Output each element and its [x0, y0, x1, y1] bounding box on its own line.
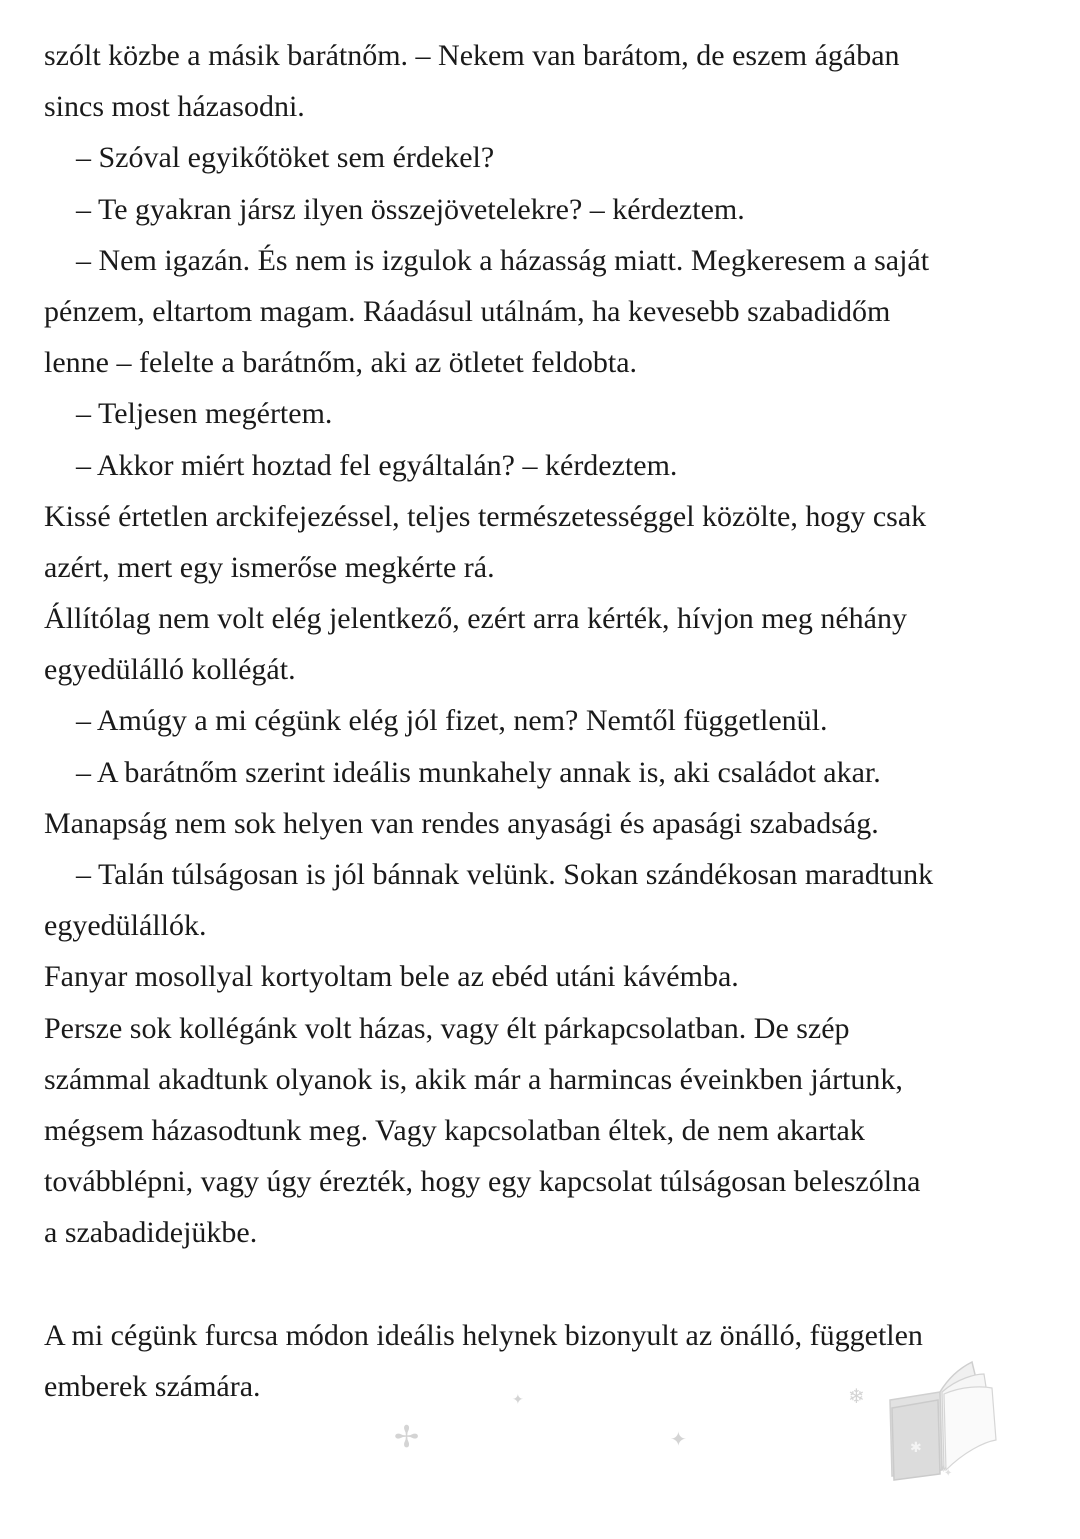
text-line: – Teljesen megértem. [76, 397, 333, 431]
text-line: mégsem házasodtunk meg. Vagy kapcsolatban éltek, de nem akartak [44, 1113, 865, 1147]
snowflake-icon: ❄ [848, 1384, 865, 1408]
text-line: lenne – felelte a barátnőm, aki az ötletet feldobta. [44, 346, 638, 380]
text-line: emberek számára. [44, 1369, 261, 1403]
text-line: – Te gyakran jársz ilyen összejövetelekre? – kérdeztem. [76, 192, 745, 226]
cross-star-icon: ✢ [394, 1420, 420, 1455]
text-line: – Nem igazán. És nem is izgulok a házasság miatt. Megkeresem a saját [76, 243, 930, 277]
text-line: egyedülálló kollégát. [44, 653, 296, 687]
svg-text:✱: ✱ [910, 1440, 922, 1456]
text-line: szólt közbe a másik barátnőm. – Nekem van barátom, de eszem ágában [44, 39, 900, 72]
text-line: Állítólag nem volt elég jelentkező, ezért arra kérték, hívjon meg néhány [44, 602, 907, 636]
svg-text:✦: ✦ [944, 1468, 953, 1479]
text-line: – Amúgy a mi cégünk elég jól fizet, nem? Nemtől függetlenül. [76, 704, 828, 738]
open-book-icon [880, 1352, 1010, 1482]
text-line: egyedülállók. [44, 909, 207, 943]
text-line: azért, mert egy ismerőse megkérte rá. [44, 550, 495, 584]
text-line: – Akkor miért hoztad fel egyáltalán? – kérdeztem. [76, 448, 678, 482]
text-line: – Szóval egyikőtöket sem érdekel? [76, 141, 495, 175]
text-line: Manapság nem sok helyen van rendes anyasági és apasági szabadság. [44, 806, 879, 840]
sparkle-icon: ✦ [512, 1392, 524, 1408]
text-line: sincs most házasodni. [44, 90, 305, 124]
text-line: A mi cégünk furcsa módon ideális helynek bizonyult az önálló, független [44, 1318, 923, 1352]
text-line: számmal akadtunk olyanok is, akik már a harmincas éveinkben jártunk, [44, 1062, 903, 1096]
body-text [44, 30, 1044, 1412]
sparkle-icon: ✦ [670, 1427, 687, 1451]
blank-line [44, 1259, 1044, 1310]
text-line: a szabadidejükbe. [44, 1216, 258, 1250]
text-line: – A barátnőm szerint ideális munkahely annak is, aki családot akar. [76, 755, 881, 789]
text-line: Persze sok kollégánk volt házas, vagy élt párkapcsolatban. De szép [44, 1011, 850, 1045]
text-line: Fanyar mosollyal kortyoltam bele az ebéd utáni kávémba. [44, 960, 739, 994]
text-line: Kissé értetlen arckifejezéssel, teljes természetességgel közölte, hogy csak [44, 499, 927, 533]
text-line: továbblépni, vagy úgy érezték, hogy egy kapcsolat túlságosan beleszólna [44, 1165, 921, 1199]
text-line: pénzem, eltartom magam. Ráadásul utálnám, ha kevesebb szabadidőm [44, 294, 891, 328]
text-line: – Talán túlságosan is jól bánnak velünk. Sokan szándékosan maradtunk [76, 858, 934, 891]
